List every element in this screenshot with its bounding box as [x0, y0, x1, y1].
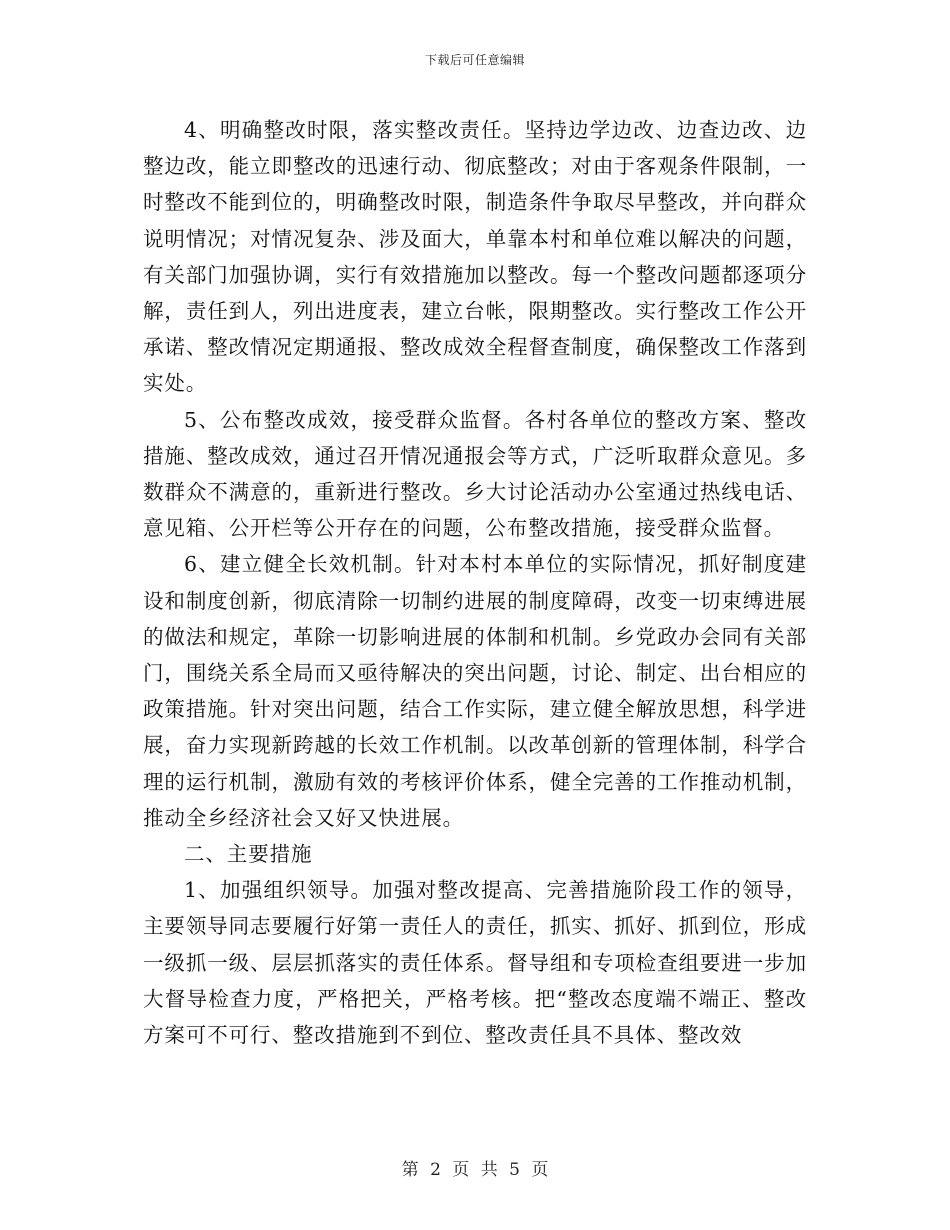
section-heading-main-measures: 二、主要措施 [184, 842, 313, 867]
paragraph-item-6: 6、建立健全长效机制。针对本村本单位的实际情况，抓好制度建设和制度创新，彻底清除一切制约进展的制度障碍，改变一切束缚进展的做法和规定，革除一切影响进展的体制和机制。乡党政办会同有关部门，围绕关系全局而又亟待解决的突出问题，讨论、制定、出台相应的政策措施。针对突出问题，结合工作实际，建立健全解放思想，科学进展，奋力实现新跨越的长效工作机制。以改革创新的管理体制，科学合理的运行机制，激励有效的考核评价体系，健全完善的工作推动机制，推动全乡经济社会又好又快进展。 [143, 552, 807, 830]
page-header: 下载后可任意编辑 [424, 53, 525, 67]
paragraph-item-5: 5、公布整改成效，接受群众监督。各村各单位的整改方案、整改措施、整改成效，通过召开情况通报会等方式，广泛听取群众意见。多数群众不满意的，重新进行整改。乡大讨论活动办公室通过热线电话、意见箱、公开栏等公开存在的问题，公布整改措施，接受群众监督。 [143, 407, 807, 541]
page-number-footer: 第 2 页 共 5 页 [401, 1160, 549, 1180]
paragraph-item-4: 4、明确整改时限，落实整改责任。坚持边学边改、边查边改、边整边改，能立即整改的迅速行动、彻底整改；对由于客观条件限制，一时整改不能到位的，明确整改时限，制造条件争取尽早整改，并向群众说明情况；对情况复杂、涉及面大，单靠本村和单位难以解决的问题，有关部门加强协调，实行有效措施加以整改。每一个整改问题都逐项分解，责任到人，列出进度表，建立台帐，限期整改。实行整改工作公开承诺、整改情况定期通报、整改成效全程督查制度，确保整改工作落到实处。 [143, 118, 807, 396]
document-body [143, 112, 807, 1053]
paragraph-measure-1: 1、加强组织领导。加强对整改提高、完善措施阶段工作的领导，主要领导同志要履行好第一责任人的责任，抓实、抓好、抓到位，形成一级抓一级、层层抓落实的责任体系。督导组和专项检查组要进一步加大督导检查力度，严格把关，严格考核。把“整改态度端不端正、整改方案可不可行、整改措施到不到位、整改责任具不具体、整改效 [143, 878, 807, 1048]
